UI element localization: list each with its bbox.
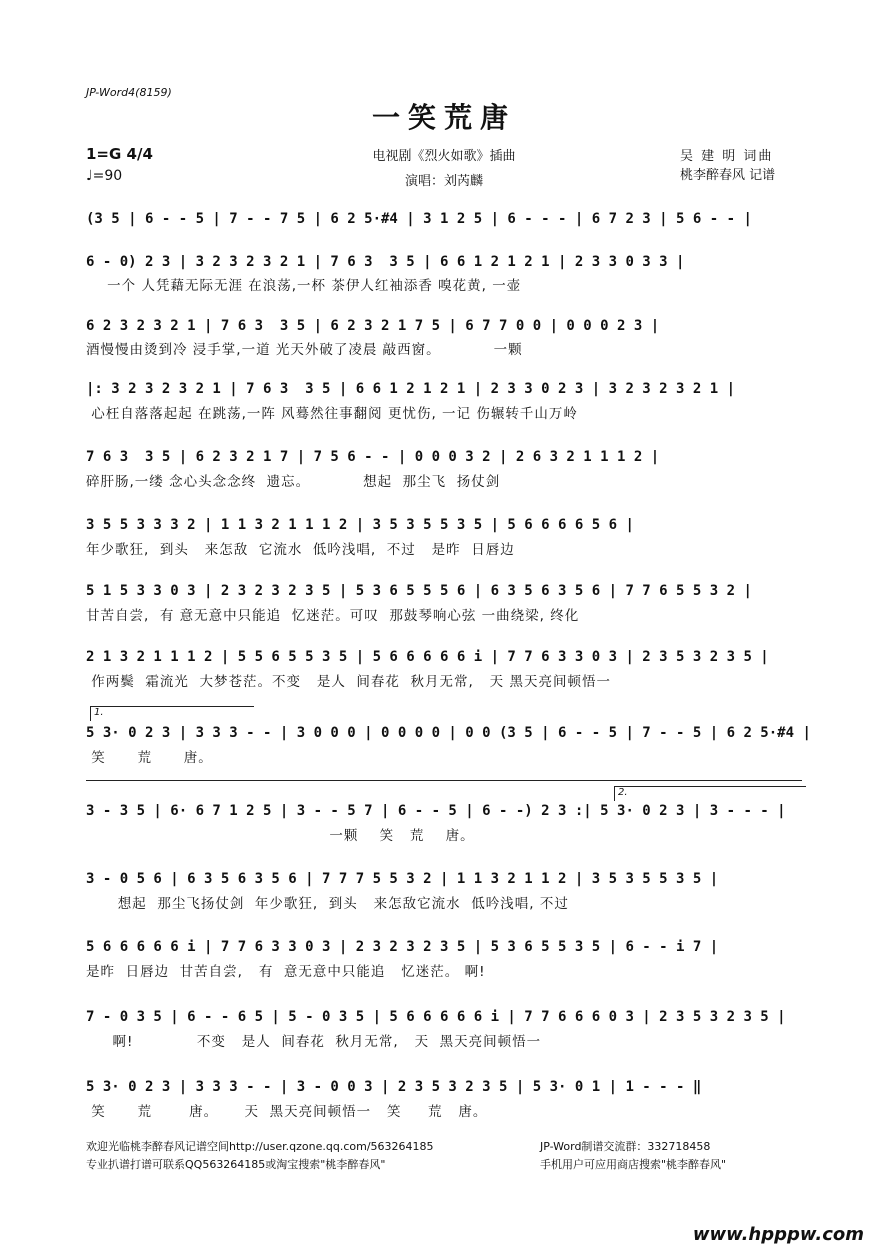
notes-row-9: 5 3· 0 2 3 | 3 3 3 - - | 3 0 0 0 | 0 0 0 0 | 0 0 (3 5 | 6 - - 5 | 7 - - 5 | 6 2 5·#4 |: [86, 725, 811, 741]
notes-row-5: 7 6 3 3 5 | 6 2 3 2 1 7 | 7 5 6 - - | 0 0 0 3 2 | 2 6 3 2 1 1 1 2 |: [86, 449, 660, 465]
lyrics-row-7: 甘苦自尝, 有 意无意中只能追 忆迷茫。可叹 那鼓琴响心弦 一曲绕梁, 终化: [86, 608, 580, 624]
lyrics-row-13: 啊! 不变 是人 间春花 秋月无常, 天 黑天亮间顿悟一: [86, 1034, 542, 1050]
notes-row-11: 3 - 0 5 6 | 6 3 5 6 3 5 6 | 7 7 7 5 5 3 2 | 1 1 3 2 1 1 2 | 3 5 3 5 5 3 5 |: [86, 871, 719, 887]
singer-credit: 演唱：刘芮麟: [404, 174, 483, 189]
notes-row-12: 5 6 6 6 6 6 i | 7 7 6 3 3 0 3 | 2 3 2 3 2 3 5 | 5 3 6 5 5 3 5 | 6 - - i 7 |: [86, 939, 719, 955]
site-watermark: www.hpppw.com: [692, 1224, 864, 1245]
notes-row-13: 7 - 0 3 5 | 6 - - 6 5 | 5 - 0 3 5 | 5 6 6 6 6 6 i | 7 7 6 6 6 0 3 | 2 3 5 3 2 3 5 |: [86, 1009, 786, 1025]
footer-contact: 专业扒谱打谱可联系QQ563264185或淘宝搜索"桃李醉春风": [86, 1158, 386, 1171]
volta-first-ending: 1.: [90, 706, 254, 721]
transcriber-credit: 桃李醉春风 记谱: [680, 168, 776, 183]
footer-group: JP-Word制谱交流群：332718458: [540, 1140, 711, 1153]
section-divider: [86, 780, 802, 781]
notes-row-8: 2 1 3 2 1 1 1 2 | 5 5 6 5 5 3 5 | 5 6 6 6 6 6 i | 7 7 6 3 3 0 3 | 2 3 5 3 2 3 5 |: [86, 649, 769, 665]
lyrics-row-12: 是昨 日唇边 甘苦自尝, 有 意无意中只能追 忆迷茫。 啊!: [86, 964, 486, 980]
lyrics-row-3: 酒慢慢由烫到冷 浸手掌,一道 光天外破了凌晨 敲西窗。 一颗: [86, 342, 523, 358]
subtitle: 电视剧《烈火如歌》插曲: [372, 149, 516, 164]
lyrics-row-4: 心枉自落落起起 在跳荡,一阵 风蓦然往事翻阅 更忧伤, 一记 伤辗转千山万岭: [86, 406, 578, 422]
footer-website: 欢迎光临桃李醉春风记谱空间http://user.qzone.qq.com/563264185: [86, 1140, 434, 1153]
lyrics-row-10: 一颗 笑 荒 唐。: [86, 828, 475, 844]
lyrics-row-2: 一个 人凭藉无际无涯 在浪荡,一杯 茶伊人红袖添香 嗅花黄, 一壶: [86, 278, 522, 294]
notes-row-4: |: 3 2 3 2 3 2 1 | 7 6 3 3 5 | 6 6 1 2 1 2 1 | 2 3 3 0 2 3 | 3 2 3 2 3 2 1 |: [86, 381, 736, 397]
lyrics-row-14: 笑 荒 唐。 天 黑天亮间顿悟一 笑 荒 唐。: [86, 1104, 488, 1120]
lyrics-row-8: 作两鬓 霜流光 大梦苍茫。不变 是人 间春花 秋月无常, 天 黑天亮间顿悟一: [86, 674, 611, 690]
notes-row-14: 5 3· 0 2 3 | 3 3 3 - - | 3 - 0 0 3 | 2 3 5 3 2 3 5 | 5 3· 0 1 | 1 - - - ‖: [86, 1079, 702, 1095]
software-label: JP-Word4(8159): [86, 86, 172, 99]
notes-row-6: 3 5 5 3 3 3 2 | 1 1 3 2 1 1 1 2 | 3 5 3 5 5 3 5 | 5 6 6 6 6 5 6 |: [86, 517, 634, 533]
lyrics-row-11: 想起 那尘飞扬仗剑 年少歌狂, 到头 来怎敌它流水 低吟浅唱, 不过: [86, 896, 569, 912]
notes-row-2: 6 - 0) 2 3 | 3 2 3 2 3 2 1 | 7 6 3 3 5 | 6 6 1 2 1 2 1 | 2 3 3 0 3 3 |: [86, 254, 685, 270]
notes-row-1: (3 5 | 6 - - 5 | 7 - - 7 5 | 6 2 5·#4 | 3 1 2 5 | 6 - - - | 6 7 2 3 | 5 6 - - |: [86, 211, 752, 227]
tempo-marking: ♩=90: [86, 168, 123, 184]
lyrics-row-5: 碎肝肠,一缕 念心头念念终 遗忘。 想起 那尘飞 扬仗剑: [86, 474, 501, 490]
footer-app-note: 手机用户可应用商店搜索"桃李醉春风": [540, 1158, 727, 1171]
composer-credit: 吴 建 明 词曲: [680, 149, 774, 164]
notes-row-10: 3 - 3 5 | 6· 6 7 1 2 5 | 3 - - 5 7 | 6 - - 5 | 6 - -) 2 3 :| 5 3· 0 2 3 | 3 - - - |: [86, 803, 786, 819]
notes-row-3: 6 2 3 2 3 2 1 | 7 6 3 3 5 | 6 2 3 2 1 7 5 | 6 7 7 0 0 | 0 0 0 2 3 |: [86, 318, 660, 334]
lyrics-row-6: 年少歌狂, 到头 来怎敌 它流水 低吟浅唱, 不过 是昨 日唇边: [86, 542, 515, 558]
lyrics-row-9: 笑 荒 唐。: [86, 750, 213, 766]
volta-second-ending: 2.: [614, 786, 806, 801]
key-signature: 1=G 4/4: [86, 145, 153, 163]
notes-row-7: 5 1 5 3 3 0 3 | 2 3 2 3 2 3 5 | 5 3 6 5 5 5 6 | 6 3 5 6 3 5 6 | 7 7 6 5 5 3 2 |: [86, 583, 752, 599]
page-title: 一笑荒唐: [371, 101, 516, 134]
